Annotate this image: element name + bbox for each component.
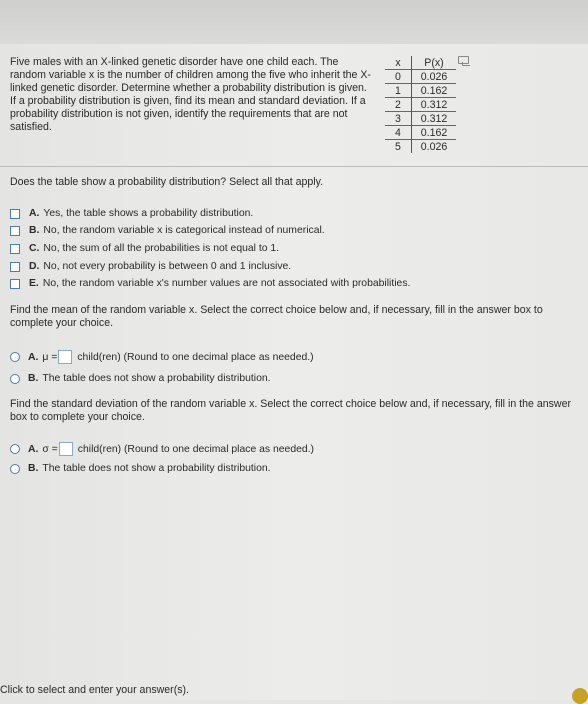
stdev-answer-box[interactable] <box>59 442 73 456</box>
option-letter: B. <box>29 225 40 236</box>
cell-p: 0.026 <box>412 140 457 154</box>
option-letter: B. <box>28 373 39 384</box>
radio-b[interactable] <box>10 464 20 474</box>
mu-symbol: μ = <box>42 351 58 363</box>
radio-a[interactable] <box>10 352 20 362</box>
divider <box>0 166 588 167</box>
table-row <box>385 112 456 126</box>
option-text: No, the sum of all the probabilities is not equal to 1. <box>43 243 280 254</box>
option-letter: B. <box>28 463 39 474</box>
q2-option-b[interactable] <box>10 373 271 384</box>
checkbox-d[interactable] <box>10 262 20 272</box>
cell-x: 1 <box>385 84 412 98</box>
mean-answer-box[interactable] <box>58 350 72 364</box>
option-text: No, the random variable x is categorical instead of numerical. <box>43 225 325 236</box>
q2-option-a[interactable] <box>10 350 314 364</box>
table-row <box>385 84 456 98</box>
option-text: child(ren) (Round to one decimal place as needed.) <box>77 351 314 363</box>
checkbox-e[interactable] <box>10 279 20 289</box>
cell-p: 0.026 <box>412 70 457 84</box>
option-text: The table does not show a probability distribution. <box>42 373 271 384</box>
option-letter: D. <box>29 261 40 272</box>
q2-prompt: Find the mean of the random variable x. Select the correct choice below and, if necessary, fill in the answer box to complete your choice. <box>10 304 543 329</box>
footer-instruction: Click to select and enter your answer(s). <box>0 684 189 696</box>
cell-x: 5 <box>385 140 412 154</box>
option-text: No, not every probability is between 0 and 1 inclusive. <box>43 261 292 272</box>
option-text: Yes, the table shows a probability distribution. <box>43 208 254 219</box>
q3-prompt: Find the standard deviation of the random variable x. Select the correct choice below and, if necessary, fill in the answer box to complete your choice. <box>10 398 571 423</box>
option-letter: A. <box>28 351 39 363</box>
checkbox-b[interactable] <box>10 226 20 236</box>
checkbox-a[interactable] <box>10 209 20 219</box>
radio-b[interactable] <box>10 374 20 384</box>
q1-option-e[interactable] <box>10 278 410 289</box>
table-header-row <box>385 56 456 70</box>
top-band <box>0 0 588 44</box>
cell-p: 0.162 <box>412 126 457 140</box>
problem-statement: Five males with an X-linked genetic disorder have one child each. The random variable x is the number of children among the five who inherit the X-linked genetic disorder. Determine whether a probability distribution is given. If a probability distribution is given, find its mean and standard deviation. If a probability distribution is not given, identify the requirements that are not satisfied. <box>10 56 371 133</box>
cell-p: 0.312 <box>412 98 457 112</box>
option-letter: A. <box>28 443 39 455</box>
question-panel <box>0 44 588 700</box>
option-letter: C. <box>29 243 40 254</box>
q1-option-c[interactable] <box>10 243 279 254</box>
option-letter: E. <box>29 278 39 289</box>
q1-option-a[interactable] <box>10 208 253 219</box>
header-x: x <box>385 56 412 70</box>
q3-option-a[interactable] <box>10 442 314 456</box>
checkbox-c[interactable] <box>10 244 20 254</box>
help-icon[interactable] <box>572 688 588 704</box>
table-row <box>385 140 456 154</box>
radio-a[interactable] <box>10 444 20 454</box>
q1-option-d[interactable] <box>10 261 291 272</box>
q1-option-b[interactable] <box>10 225 325 236</box>
cell-x: 2 <box>385 98 412 112</box>
cell-p: 0.162 <box>412 84 457 98</box>
cell-p: 0.312 <box>412 112 457 126</box>
header-px: P(x) <box>424 56 444 69</box>
cell-x: 4 <box>385 126 412 140</box>
option-text: The table does not show a probability distribution. <box>42 463 271 474</box>
table-row <box>385 70 456 84</box>
copy-icon[interactable] <box>458 56 469 64</box>
option-letter: A. <box>29 208 40 219</box>
q3-option-b[interactable] <box>10 463 271 474</box>
table-row <box>385 98 456 112</box>
option-text: child(ren) (Round to one decimal place as needed.) <box>77 443 315 455</box>
cell-x: 3 <box>385 112 412 126</box>
cell-x: 0 <box>385 70 412 84</box>
q1-prompt: Does the table show a probability distribution? Select all that apply. <box>10 176 324 188</box>
probability-table <box>385 56 456 153</box>
table-row <box>385 126 456 140</box>
option-text: No, the random variable x's number values are not associated with probabilities. <box>42 278 411 289</box>
sigma-symbol: σ = <box>42 443 58 455</box>
